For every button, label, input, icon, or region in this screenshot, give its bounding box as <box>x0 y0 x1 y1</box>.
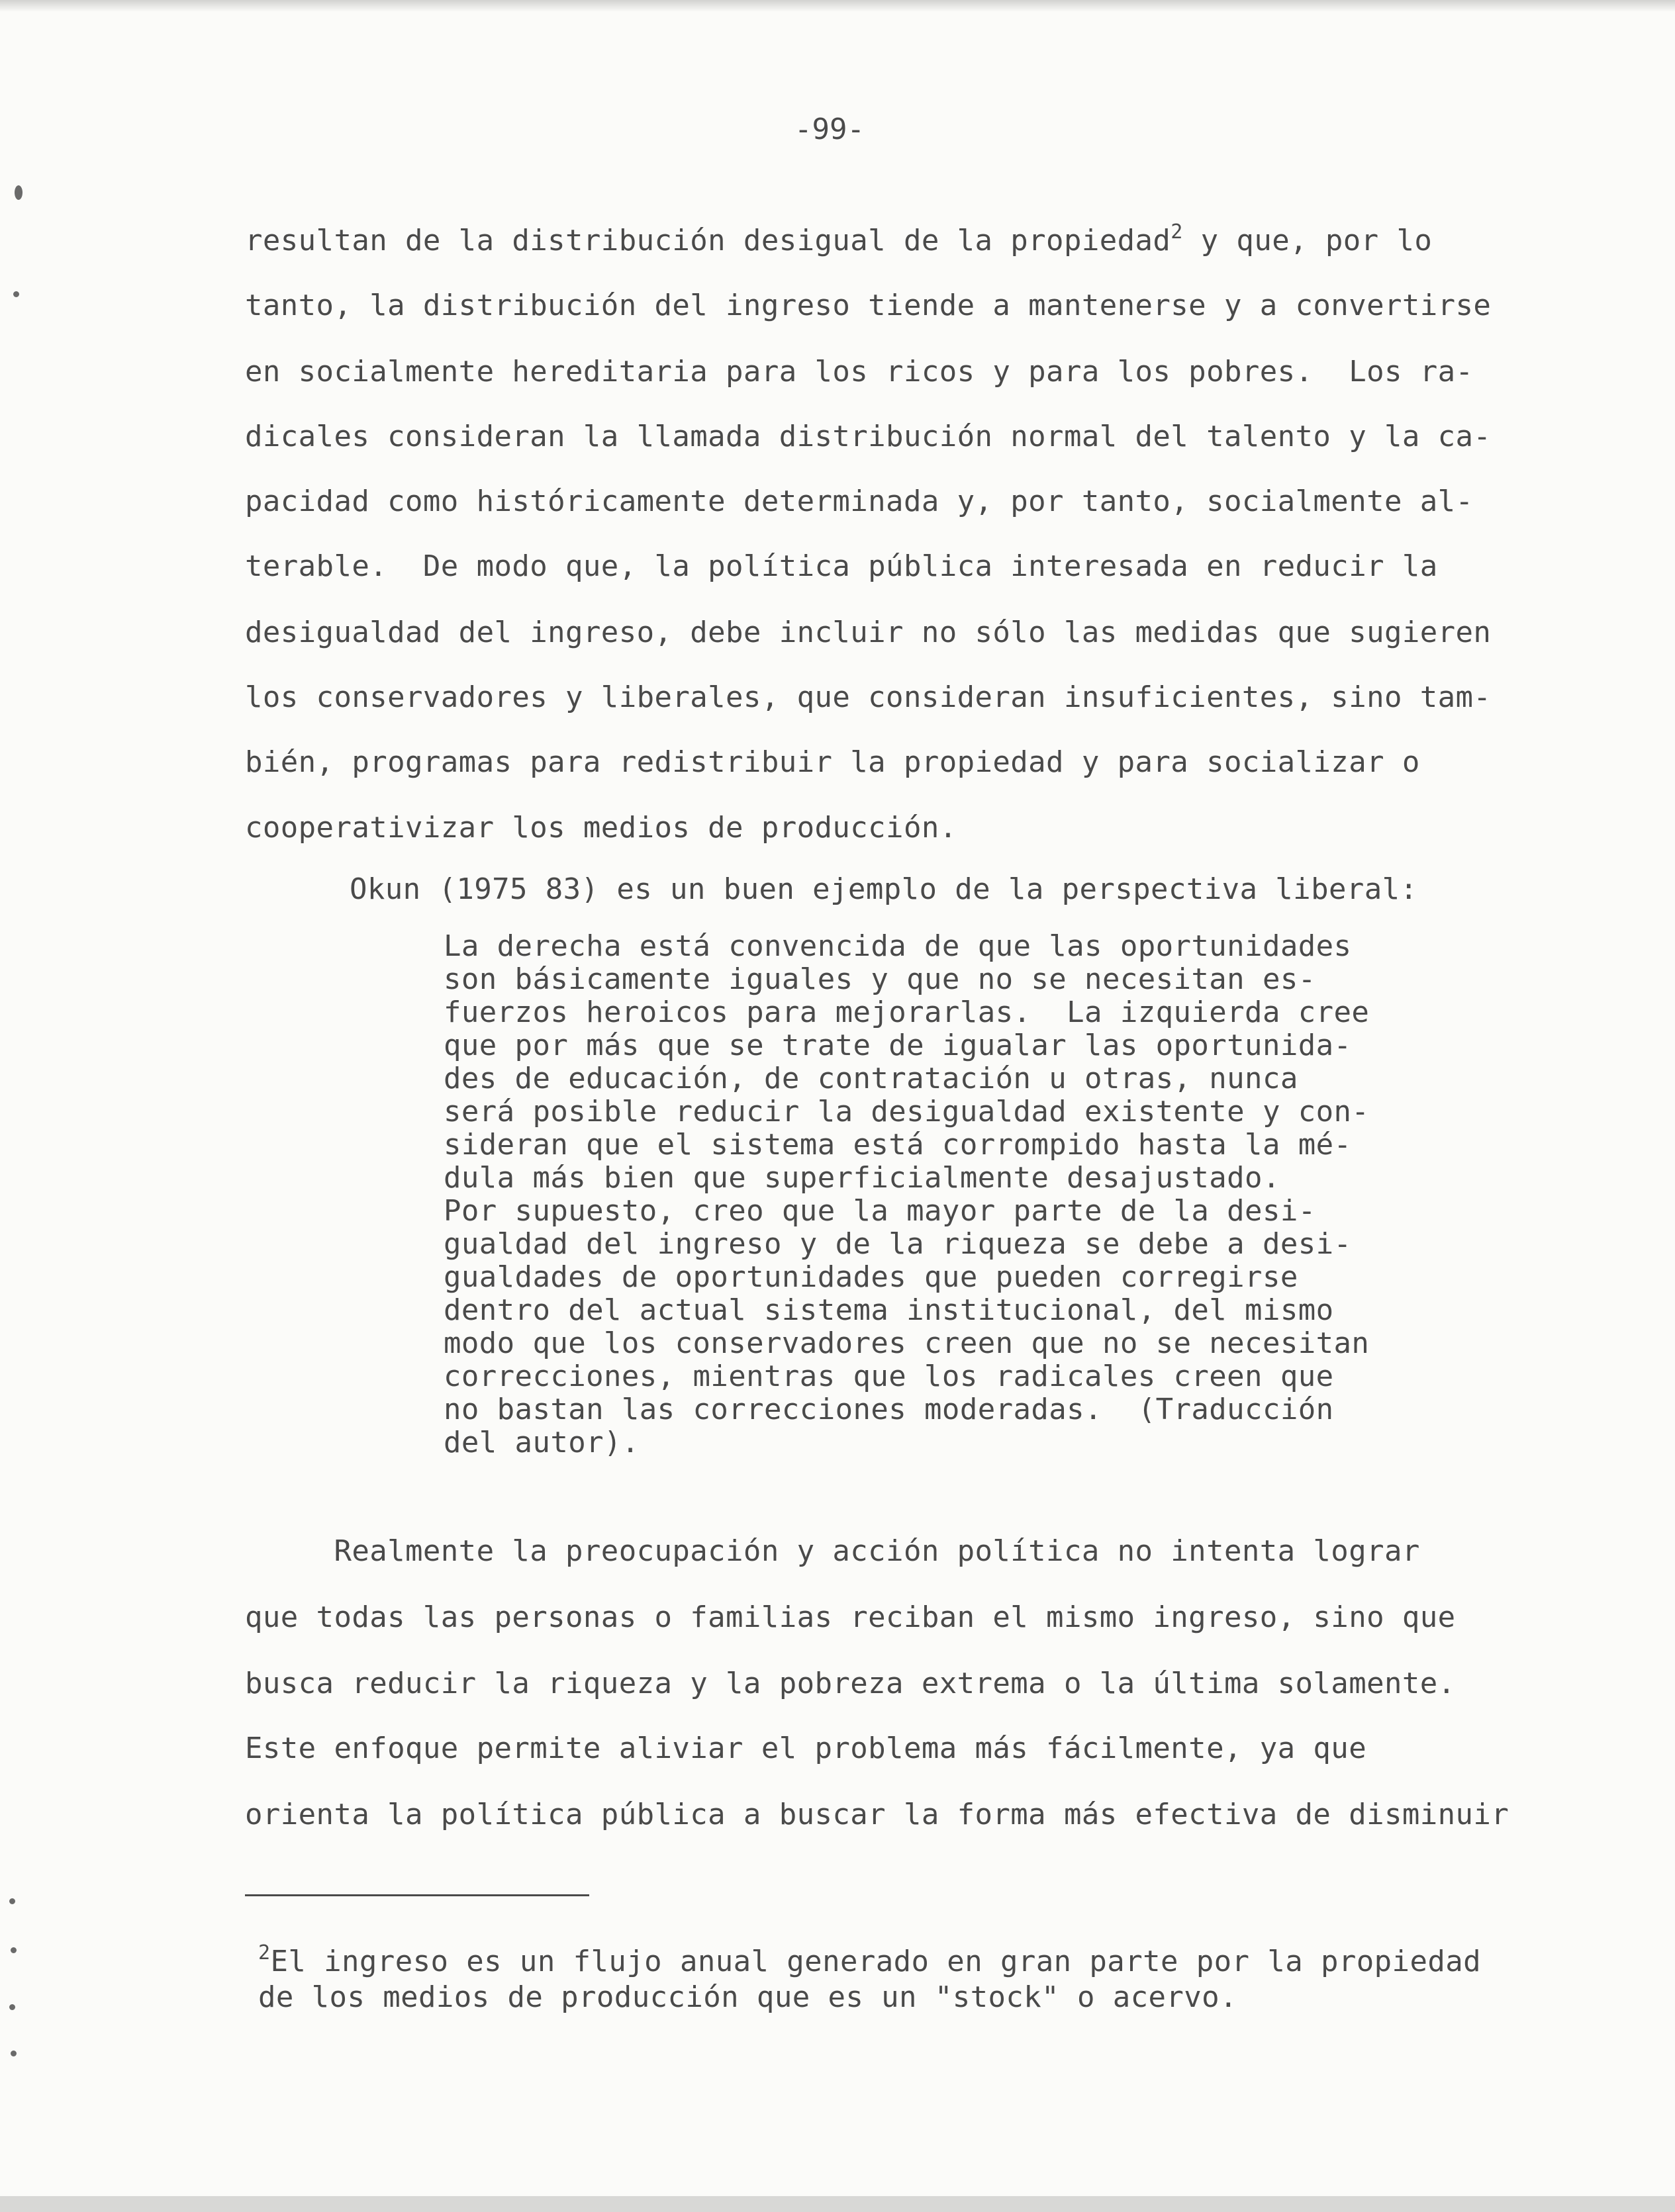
paragraph-1-line-4: dicales consideran la llamada distribución normal del talento y la ca- <box>245 420 1492 453</box>
paragraph-1-line-9: bién, programas para redistribuir la propiedad y para socializar o <box>245 745 1420 779</box>
quote-line: será posible reducir la desigualdad existente y con- <box>444 1095 1370 1129</box>
quote-line: des de educación, de contratación u otras, nunca <box>444 1062 1298 1095</box>
paragraph-1-line-7: desigualdad del ingreso, debe incluir no sólo las medidas que sugieren <box>245 616 1492 649</box>
footnote-reference: 2 <box>1171 220 1183 244</box>
scan-speck <box>11 2051 17 2056</box>
quote-line: Por supuesto, creo que la mayor parte de la desi- <box>444 1194 1316 1228</box>
quote-line: dentro del actual sistema institucional, del mismo <box>444 1293 1334 1327</box>
quote-line: sideran que el sistema está corrompido hasta la mé- <box>444 1128 1352 1162</box>
scan-speck <box>15 185 23 200</box>
paragraph-2-line-3: busca reducir la riqueza y la pobreza extrema o la última solamente. <box>245 1667 1456 1700</box>
paragraph-1-line-3: en socialmente hereditaria para los ricos y para los pobres. Los ra- <box>245 355 1474 389</box>
paragraph-2-line-4: Este enfoque permite aliviar el problema más fácilmente, ya que <box>245 1731 1367 1765</box>
footnote-separator <box>245 1894 589 1896</box>
scan-bottom-edge <box>0 2196 1675 2212</box>
paragraph-2-line-1: Realmente la preocupación y acción política no intenta lograr <box>245 1534 1420 1568</box>
quote-intro: Okun (1975 83) es un buen ejemplo de la perspectiva liberal: <box>350 872 1418 906</box>
quote-line: gualdades de oportunidades que pueden corregirse <box>444 1260 1298 1294</box>
quote-line: que por más que se trate de igualar las oportunida- <box>444 1029 1352 1062</box>
paragraph-2-line-2: que todas las personas o familias reciban el mismo ingreso, sino que <box>245 1600 1456 1634</box>
quote-line: dula más bien que superficialmente desajustado. <box>444 1161 1280 1195</box>
quote-line: del autor). <box>444 1426 640 1459</box>
paragraph-1-line-2: tanto, la distribución del ingreso tiende a mantenerse y a convertirse <box>245 289 1492 322</box>
paragraph-1-line-5: pacidad como históricamente determinada y, por tanto, socialmente al- <box>245 484 1474 518</box>
scan-speck <box>11 1947 17 1953</box>
scan-speck <box>13 291 19 297</box>
scan-speck <box>9 1898 15 1904</box>
footnote-line-2: de los medios de producción que es un "stock" o acervo. <box>258 1980 1237 2014</box>
page-number: -99- <box>794 113 865 146</box>
scan-top-edge <box>0 0 1675 12</box>
paragraph-1-line-8: los conservadores y liberales, que consideran insuficientes, sino tam- <box>245 680 1492 714</box>
quote-line: correcciones, mientras que los radicales creen que <box>444 1359 1334 1393</box>
quote-line: son básicamente iguales y que no se necesitan es- <box>444 962 1316 996</box>
quote-line: fuerzos heroicos para mejorarlas. La izquierda cree <box>444 995 1370 1029</box>
quote-line: La derecha está convencida de que las oportunidades <box>444 929 1352 963</box>
paragraph-1-line-6: terable. De modo que, la política pública interesada en reducir la <box>245 549 1438 583</box>
paragraph-2-line-5: orienta la política pública a buscar la forma más efectiva de disminuir <box>245 1798 1509 1831</box>
quote-line: gualdad del ingreso y de la riqueza se debe a desi- <box>444 1227 1352 1261</box>
paragraph-1-line-10: cooperativizar los medios de producción. <box>245 811 957 845</box>
footnote-marker: 2 <box>258 1941 271 1964</box>
quote-line: no bastan las correcciones moderadas. (Traducción <box>444 1393 1334 1426</box>
quote-line: modo que los conservadores creen que no se necesitan <box>444 1326 1370 1360</box>
scan-speck <box>9 2004 15 2010</box>
paragraph-1-line-1: resultan de la distribución desigual de la propiedad$^2$ y que, por lo <box>245 220 1433 257</box>
footnote-line-1: $^2$El ingreso es un flujo anual generado en gran parte por la propiedad <box>258 1941 1482 1978</box>
